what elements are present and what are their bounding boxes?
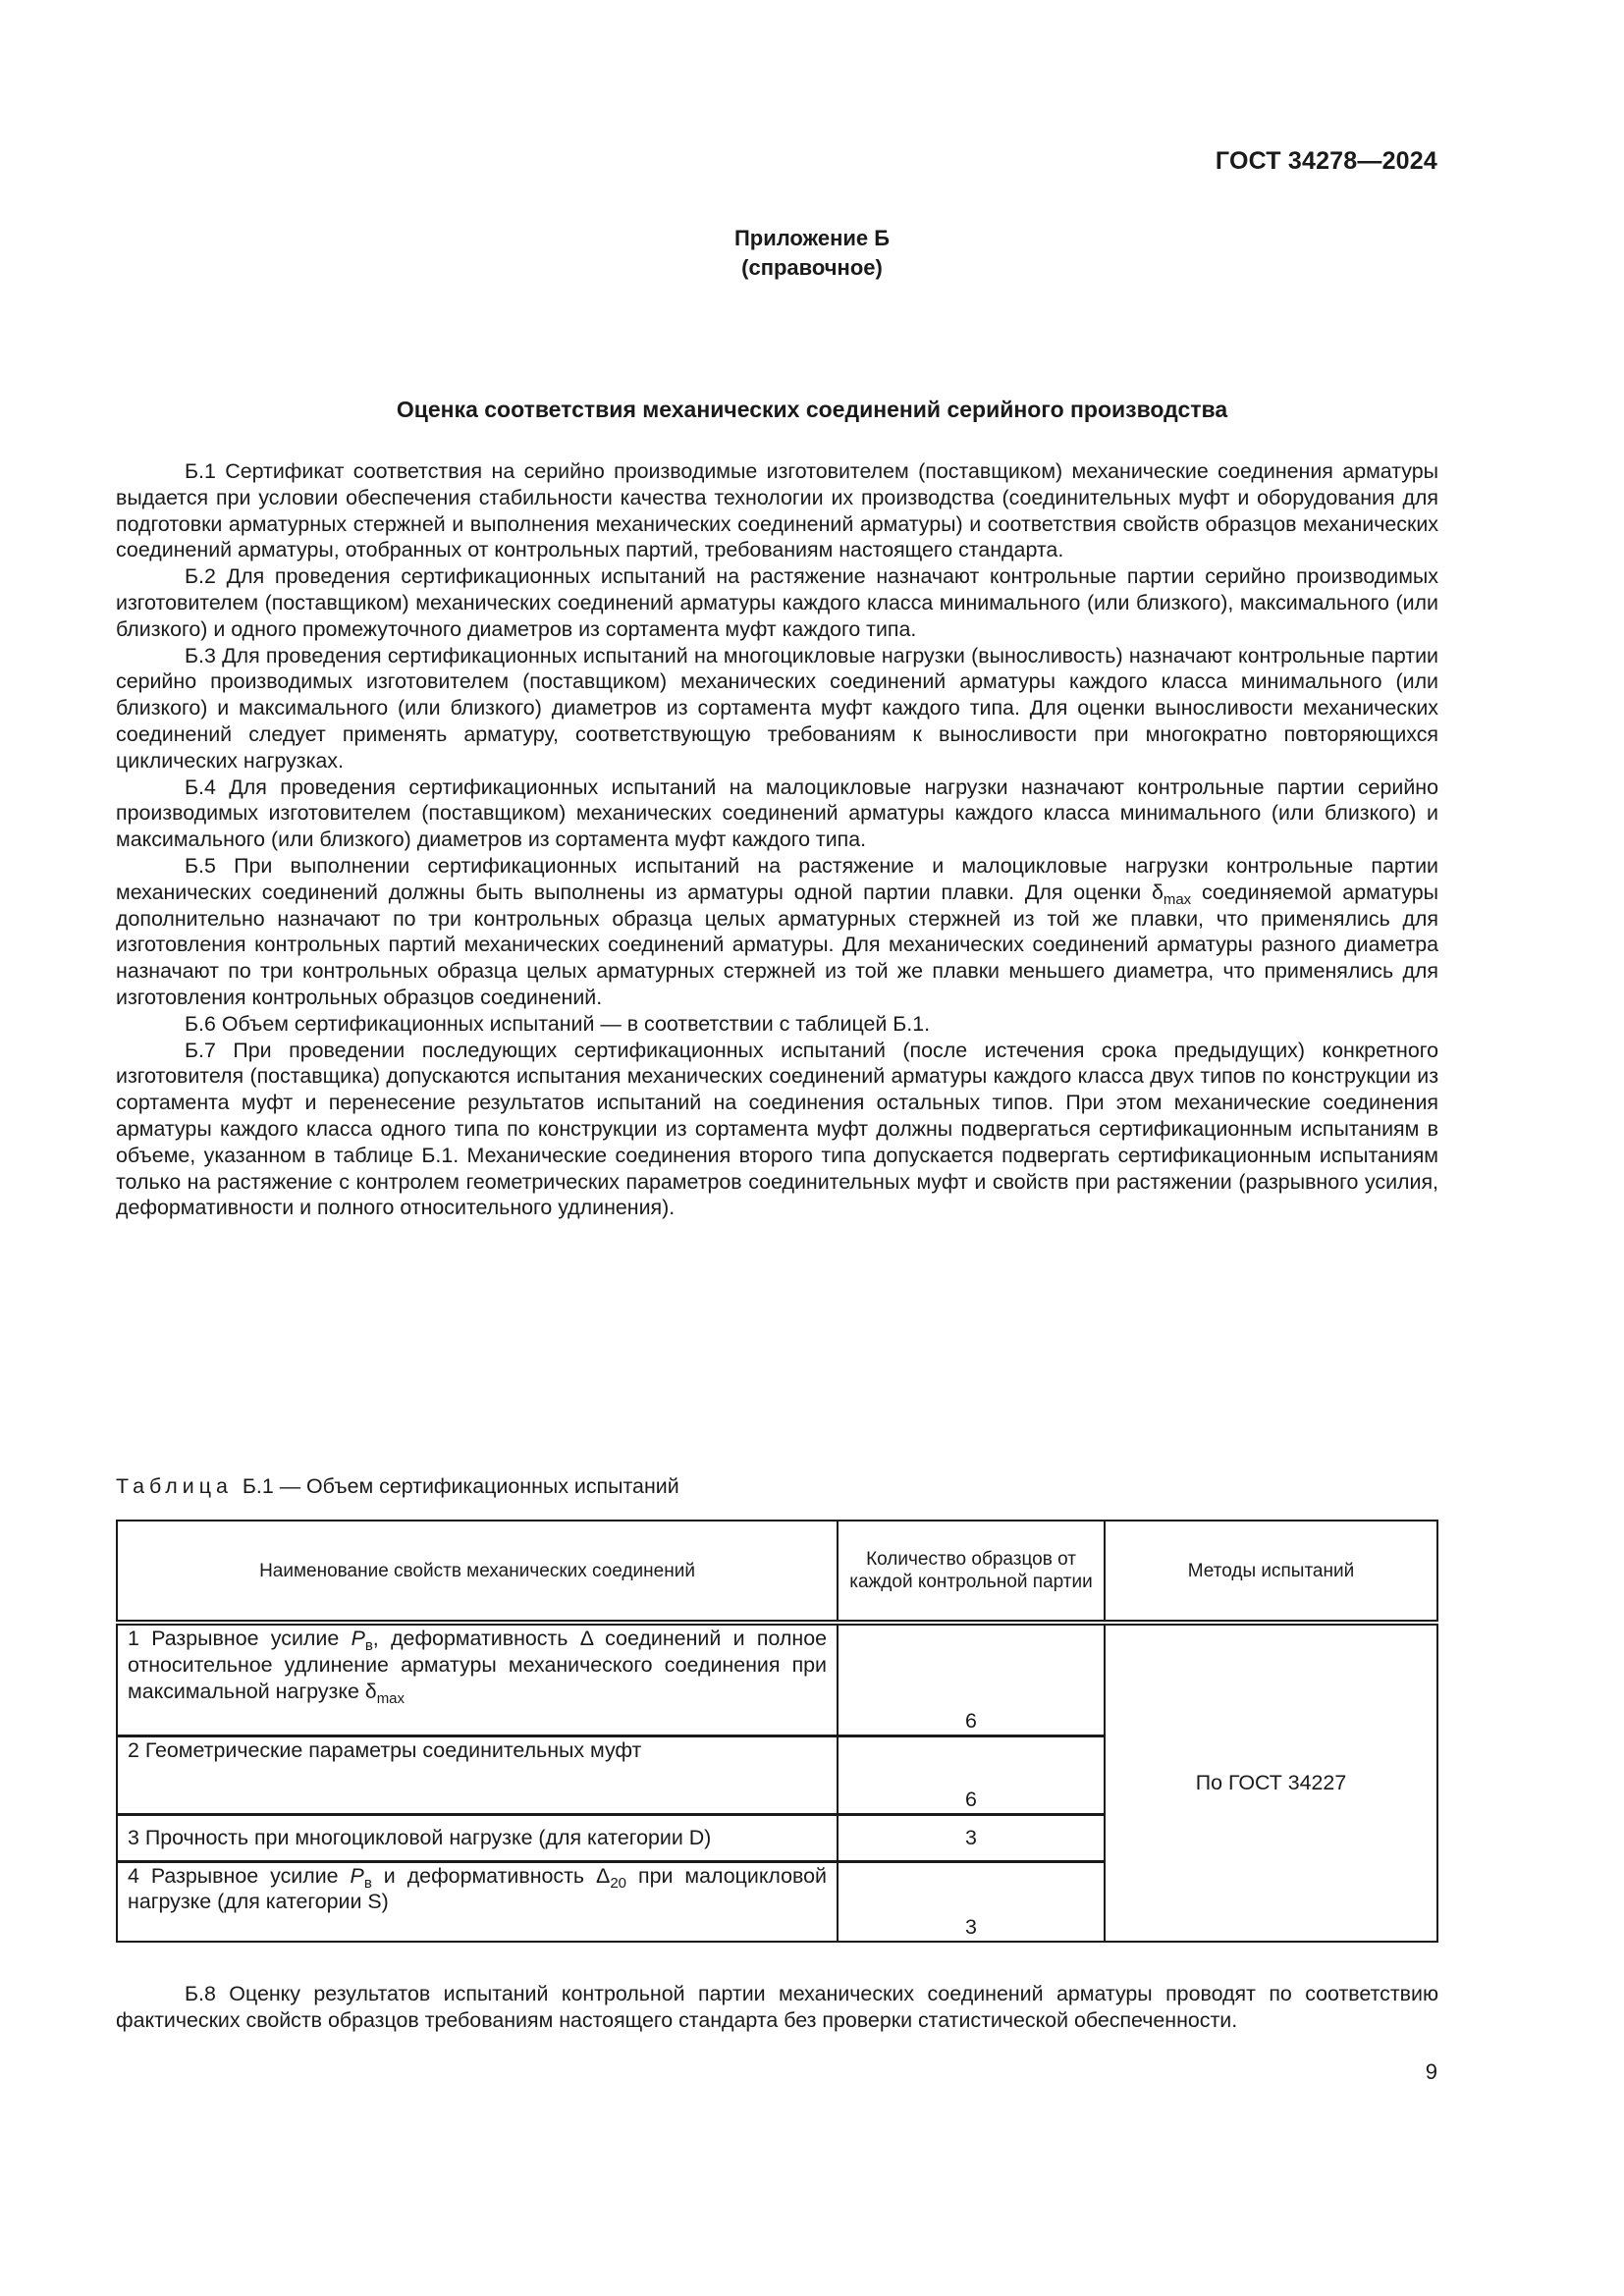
paragraph-b7: Б.7 При проведении последующих сертификационных испытаний (после истечения срока предыдущих) конкретного изготовителя (поставщика) допускаются испытания механических соединений арматуры каждого класса двух типов по конструкции из сортамента муфт и перенесение результатов испытаний на соединения остальных типов. При этом механические соединения арматуры каждого класса одного типа по конструкции из сортамента муфт должны подвергаться сертификационным испытаниям в объеме, указанном в таблице Б.1. Механические соединения второго типа допускается подвергать сертификационным испытаниям только на растяжение с контролем геометрических параметров соединительных муфт и свойств при растяжении (разрывного усилия, деформативности и полного относительного удлинения). <box>116 1038 1438 1220</box>
paragraph-b1: Б.1 Сертификат соответствия на серийно производимые изготовителем (поставщиком) механические соединения арматуры выдается при условии обеспечения стабильности качества технологии их производства (соединительных муфт и оборудования для подготовки арматурных стержней и выполнения механических соединений арматуры) и соответствия свойств образцов механических соединений арматуры, отобранных от контрольных партий, требованиям настоящего стандарта. <box>116 459 1438 562</box>
row-4-qty: 3 <box>838 1861 1105 1942</box>
body-text-top <box>116 458 1438 1221</box>
certification-tests-table <box>116 1520 1438 1943</box>
row-2-qty: 6 <box>838 1735 1105 1814</box>
table-row <box>117 1623 1437 1735</box>
page-number: 9 <box>1425 2059 1437 2084</box>
body-text-bottom <box>116 1981 1438 2034</box>
table-caption <box>116 1474 679 1499</box>
section-title: Оценка соответствия механических соединений серийного производства <box>396 397 1228 422</box>
row-1-qty: 6 <box>838 1623 1105 1735</box>
row-3-name: 3 Прочность при многоцикловой нагрузке (для категории D) <box>117 1814 838 1861</box>
paragraph-b5: Б.5 При выполнении сертификационных испытаний на растяжение и малоцикловые нагрузки контрольные партии механических соединений должны быть выполнены из арматуры одной партии плавки. Для оценки $\delta_{max}$ соединяемой арматуры дополнительно назначают по три контрольных образца целых арматурных стержней из той же плавки, что применялись для изготовления контрольных партий механических соединений арматуры. Для механических соединений арматуры разного диаметра назначают по три контрольных образца целых арматурных стержней из той же плавки меньшего диаметра, что применялись для изготовления контрольных образцов соединений. <box>116 853 1438 1009</box>
table-caption-word: Таблица <box>116 1474 233 1498</box>
table-caption-title: Б.1 — Объем сертификационных испытаний <box>242 1474 679 1498</box>
row-1-name: 1 Разрывное усилие $P_в$, деформативность Δ соединений и полное относительное удлинение арматуры механического соединения при максимальной нагрузке $\delta_{max}$ <box>117 1623 838 1735</box>
test-method-cell: По ГОСТ 34227 <box>1105 1623 1437 1942</box>
appendix-heading <box>0 224 1624 283</box>
paragraph-b3: Б.3 Для проведения сертификационных испытаний на многоцикловые нагрузки (выносливость) назначают контрольные партии серийно производимых изготовителем (поставщиком) механических соединений арматуры каждого класса минимального (или близкого) и максимального (или близкого) диаметров из сортамента муфт каждого типа. Для оценки выносливости механических соединений следует применять арматуру, соответствующую требованиям к выносливости при многократно повторяющихся циклических нагрузках. <box>116 643 1438 773</box>
paragraph-b8: Б.8 Оценку результатов испытаний контрольной партии механических соединений арматуры проводят по соответствию фактических свойств образцов требованиям настоящего стандарта без проверки статистической обеспеченности. <box>116 1982 1438 2032</box>
paragraph-b4: Б.4 Для проведения сертификационных испытаний на малоцикловые нагрузки назначают контрольные партии серийно производимых изготовителем (поставщиком) механических соединений арматуры каждого класса минимального (или близкого) и максимального (или близкого) диаметров из сортамента муфт каждого типа. <box>116 774 1438 852</box>
row-2-name: 2 Геометрические параметры соединительных муфт <box>117 1735 838 1814</box>
paragraph-b6: Б.6 Объем сертификационных испытаний — в соответствии с таблицей Б.1. <box>185 1011 931 1036</box>
paragraph-b2: Б.2 Для проведения сертификационных испытаний на растяжение назначают контрольные партии серийно производимых изготовителем (поставщиком) механических соединений арматуры каждого класса минимального (или близкого), максимального (или близкого) и одного промежуточного диаметров из сортамента муфт каждого типа. <box>116 564 1438 641</box>
row-3-qty: 3 <box>838 1814 1105 1861</box>
header-property-name: Наименование свойств механических соединений <box>117 1521 838 1623</box>
appendix-type: (справочное) <box>741 255 883 280</box>
document-code: ГОСТ 34278—2024 <box>1215 147 1437 175</box>
header-test-methods: Методы испытаний <box>1105 1521 1437 1623</box>
table-header-row <box>117 1521 1437 1623</box>
header-sample-count: Количество образцов от каждой контрольной партии <box>838 1521 1105 1623</box>
row-4-name: 4 Разрывное усилие $P_в$ и деформативность $\Delta_{20}$ при малоцикловой нагрузке (для категории S) <box>117 1861 838 1942</box>
appendix-label: Приложение Б <box>733 226 891 250</box>
